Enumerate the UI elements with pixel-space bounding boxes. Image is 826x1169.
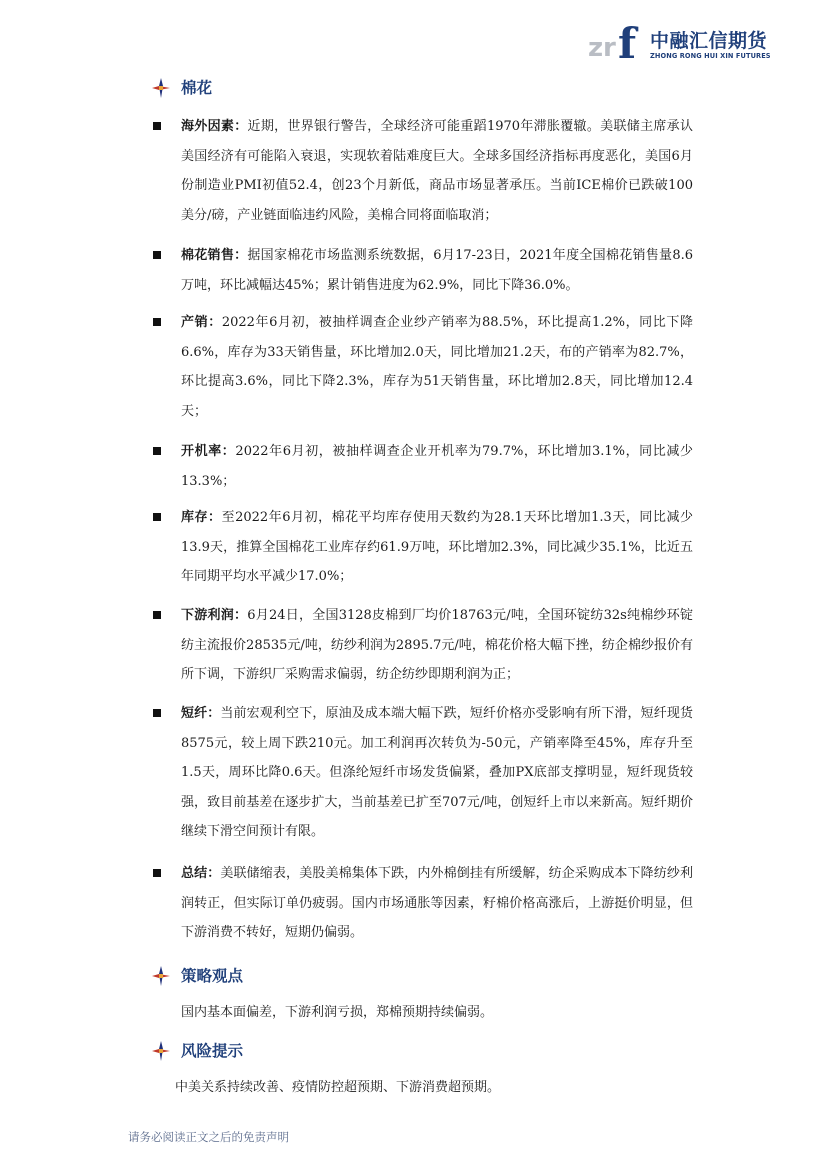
bullet-marker xyxy=(153,513,161,521)
item-inventory xyxy=(181,503,693,592)
svg-text:z: z xyxy=(588,33,604,63)
section-title: 风险提示 xyxy=(181,1042,244,1060)
compass-star-icon xyxy=(150,965,172,987)
item-label: 海外因素： xyxy=(181,119,248,134)
item-text: 至2022年6月初，棉花平均库存使用天数约为28.1天环比增加1.3天，同比减少13.9天，推算全国棉花工业库存约61.9万吨，环比增加2.3%，同比减少35.1%，比近五年同期平均水平减少17.0%； xyxy=(181,510,693,584)
item-text: 2022年6月初，被抽样调查企业纱产销率为88.5%，环比提高1.2%，同比下降6.6%，库存为33天销售量，环比增加2.0天，同比增加21.2天，布的产销率为82.7%，环比提高3.6%，同比下降2.3%，库存为51天销售量，环比增加2.8天，同比增加12.4天； xyxy=(181,315,693,419)
bullet-marker xyxy=(153,122,161,130)
item-label: 总结： xyxy=(181,866,221,881)
item-text: 6月24日，全国3128皮棉到厂均价18763元/吨，全国环锭纺32s纯棉纱环锭纺主流报价28535元/吨，纺纱利润为2895.7元/吨，棉花价格大幅下挫，纺企棉纱报价有所下调，下游织厂采购需求偏弱，纺企纺纱即期利润为正； xyxy=(181,608,693,682)
section-title: 策略观点 xyxy=(181,967,244,985)
item-downstream-profit xyxy=(181,601,693,690)
item-text: 近期，世界银行警告，全球经济可能重蹈1970年滞胀覆辙。美联储主席承认美国经济有可能陷入衰退，实现软着陆难度巨大。全球多国经济指标再度恶化，美国6月份制造业PMI初值52.4，创23个月新低，商品市场显著承压。当前ICE棉价已跌破100美分/磅，产业链面临违约风险，美棉合同将面临取消； xyxy=(181,119,693,223)
bullet-marker xyxy=(153,318,161,326)
svg-text:r: r xyxy=(603,33,616,63)
compass-star-icon xyxy=(150,77,172,99)
item-production-sales xyxy=(181,308,693,426)
zrf-logo-icon xyxy=(588,22,646,64)
bullet-marker xyxy=(153,611,161,619)
bullet-marker xyxy=(153,251,161,259)
item-label: 短纤： xyxy=(181,706,221,721)
item-text: 2022年6月初，被抽样调查企业开机率为79.7%，环比增加3.1%，同比减少13.3%； xyxy=(181,444,693,489)
item-staple-fiber xyxy=(181,699,693,847)
item-operating-rate xyxy=(181,437,693,496)
section-title: 棉花 xyxy=(181,79,213,97)
item-label: 开机率： xyxy=(181,444,236,459)
bullet-marker xyxy=(153,709,161,717)
risk-text: 中美关系持续改善、疫情防控超预期、下游消费超预期。 xyxy=(175,1080,501,1095)
item-label: 下游利润： xyxy=(181,608,248,623)
item-label: 棉花销售： xyxy=(181,248,248,263)
logo-chinese-name: 中融汇信期货 xyxy=(650,30,768,52)
item-label: 库存： xyxy=(181,510,222,525)
strategy-text: 国内基本面偏差，下游利润亏损，郑棉预期持续偏弱。 xyxy=(181,1005,494,1020)
item-cotton-sales xyxy=(181,241,693,300)
item-text: 据国家棉花市场监测系统数据，6月17-23日，2021年度全国棉花销售量8.6万吨，环比减幅达45%；累计销售进度为62.9%，同比下降36.0%。 xyxy=(181,248,693,293)
item-text: 当前宏观利空下，原油及成本端大幅下跌，短纤价格亦受影响有所下滑，短纤现货8575元，较上周下跌210元。加工利润再次转负为-50元，产销率降至45%，库存升至1.5天，周环比降0.6天。但涤纶短纤市场发货偏紧，叠加PX底部支撑明显，短纤现货较强，致目前基差在逐步扩大，当前基差已扩至707元/吨，创短纤上市以来新高。短纤期价继续下滑空间预计有限。 xyxy=(181,706,693,839)
compass-star-icon xyxy=(150,1040,172,1062)
svg-text:f: f xyxy=(618,22,637,64)
bullet-marker xyxy=(153,869,161,877)
item-summary xyxy=(181,859,693,948)
item-overseas xyxy=(181,112,693,230)
company-logo xyxy=(588,22,778,64)
item-label: 产销： xyxy=(181,315,222,330)
bullet-marker xyxy=(153,447,161,455)
logo-english-name: ZHONG RONG HUI XIN FUTURES xyxy=(650,52,771,60)
disclaimer-footer: 请务必阅读正文之后的免责声明 xyxy=(128,1130,289,1144)
item-text: 美联储缩表，美股美棉集体下跌，内外棉倒挂有所缓解，纺企采购成本下降纺纱利润转正，但实际订单仍疲弱。国内市场通胀等因素，籽棉价格高涨后，上游挺价明显，但下游消费不转好，短期仍偏弱。 xyxy=(181,866,693,940)
